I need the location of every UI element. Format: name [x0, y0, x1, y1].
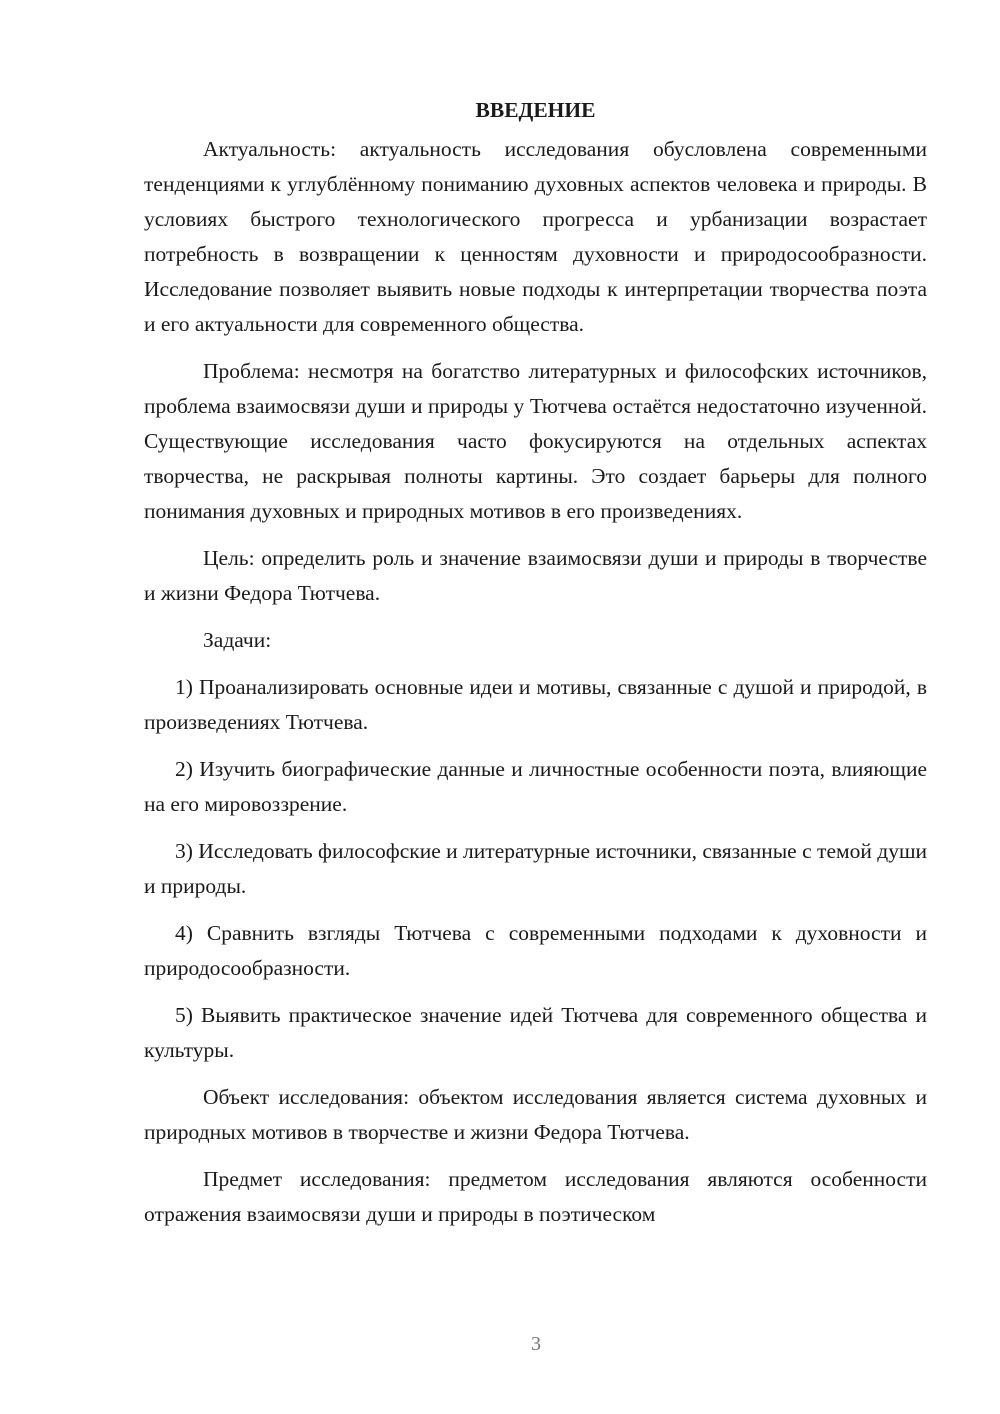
page-number: 3 — [531, 1333, 541, 1355]
task-item: 3) Исследовать философские и литературные источники, связанные с темой души и природы. — [144, 839, 927, 898]
subject-paragraph: Предмет исследования: предметом исследования являются особенности отражения взаимосвязи души и природы в поэтическом — [144, 1167, 927, 1226]
task-item: 2) Изучить биографические данные и личностные особенности поэта, влияющие на его мировоззрение. — [144, 757, 927, 816]
tasks-label: Задачи: — [203, 628, 272, 652]
object-paragraph: Объект исследования: объектом исследования является система духовных и природных мотивов в творчестве и жизни Федора Тютчева. — [144, 1085, 927, 1144]
page-body — [144, 93, 927, 1232]
problem-paragraph: Проблема: несмотря на богатство литературных и философских источников, проблема взаимосвязи души и природы у Тютчева остаётся недостаточно изученной. Существующие исследования часто фокусируются на отдельных аспектах творчества, не раскрывая полноты картины. Это создает барьеры для полного понимания духовных и природных мотивов в его произведениях. — [144, 359, 927, 523]
task-item: 5) Выявить практическое значение идей Тютчева для современного общества и культуры. — [144, 1003, 927, 1062]
goal-paragraph: Цель: определить роль и значение взаимосвязи души и природы в творчестве и жизни Федора Тютчева. — [144, 546, 927, 605]
relevance-paragraph: Актуальность: актуальность исследования обусловлена современными тенденциями к углублённому пониманию духовных аспектов человека и природы. В условиях быстрого технологического прогресса и урбанизации возрастает потребность в возвращении к ценностям духовности и природосообразности. Исследование позволяет выявить новые подходы к интерпретации творчества поэта и его актуальности для современного общества. — [144, 137, 927, 336]
task-item: 1) Проанализировать основные идеи и мотивы, связанные с душой и природой, в произведениях Тютчева. — [144, 675, 927, 734]
section-heading: ВВЕДЕНИЕ — [475, 98, 596, 122]
task-item: 4) Сравнить взгляды Тютчева с современными подходами к духовности и природосообразности. — [144, 921, 927, 980]
